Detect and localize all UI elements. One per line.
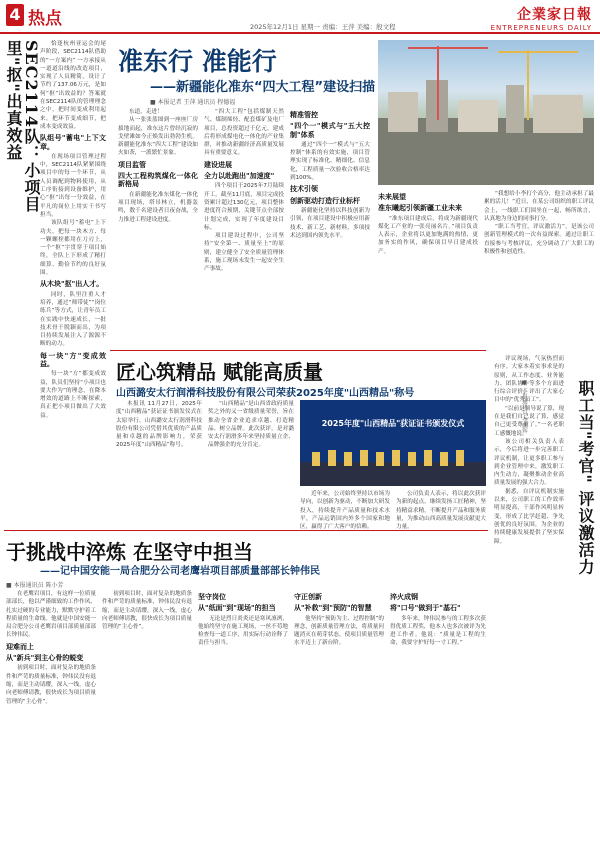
masthead bbox=[0, 0, 600, 34]
story4-col-1 bbox=[6, 590, 96, 855]
story3-col-1 bbox=[116, 400, 202, 520]
story4-subhead: 将"口号"做到于"基石" bbox=[390, 604, 461, 613]
story2-paragraph: 项目建设过程中，公司坚持“安全第一、质量至上”的原则，建立健全了安全质量管理体系，施工现场未发生一起安全生产事故。 bbox=[204, 233, 284, 273]
story3-paragraph: 近年来，公司始终坚持以市场为导向，以创新为驱动，不断加大研发投入，持续提升产品质量和技术水平，产品远销国内外多个国家和地区，赢得了广大客户的信赖。 bbox=[300, 491, 390, 531]
story2-byline: ■ 本报记者 王萍 通讯员 程德福 bbox=[150, 99, 236, 106]
story5-paragraph: “职工当考官，评议激活力”，是该公司创新管理模式的一次有益探索。通过让职工直接参与考核评议，充分调动了广大职工的积极性和创造性。 bbox=[484, 224, 594, 256]
story4-col-2 bbox=[102, 590, 192, 855]
award-ceremony-photo bbox=[300, 400, 486, 486]
story2-paragraph: 从一张张蓝图到一座座厂房拔地而起，准东这片曾经沉寂的戈壁滩如今正焕发出勃勃生机。新疆能化准东“四大工程”建设如火如荼，一派繁忙景象。 bbox=[118, 117, 198, 157]
story2-paragraph: 东道，走进！ bbox=[129, 109, 163, 115]
construction-site-photo bbox=[378, 40, 594, 185]
story4-headline: 于挑战中淬炼 在坚守中担当 bbox=[6, 540, 253, 564]
story4-col-3 bbox=[198, 590, 288, 855]
story1-subhead: 每一块"方"变成效益。 bbox=[40, 351, 106, 368]
page-number: 4 bbox=[6, 4, 24, 26]
photo-banner-text: 2025年度"山西精品"获证证书颁发仪式 bbox=[321, 419, 465, 428]
story4-paragraph: 无论是烈日炎炎还是寒风凛冽，他始终坚守在施工现场，一丝不苟地检查每一道工序，用实际行动诠释了责任与担当。 bbox=[198, 615, 288, 647]
story4-subhead: 从"新兵"到主心骨的蜕变 bbox=[6, 654, 84, 663]
story2-col-1 bbox=[118, 108, 198, 348]
story1-paragraph: 同时，队里注重人才培养，通过“师带徒”“岗位练兵”等方式，让青年员工在实践中快速成长，一批技术骨干脱颖而出，为项目持续发展注入了源源不断的动力。 bbox=[40, 291, 106, 348]
story5-body-2 bbox=[494, 355, 564, 855]
story2-col-3 bbox=[290, 108, 370, 348]
story3-paragraph: 本报讯 11月27日，2025年度“山西精品”获证证书颁发仪式在太原举行。山西潞安太行润滑科技股份有限公司凭借其优质的产品质量和卓越的品牌影响力，荣获2025年度“山西精品”称号。 bbox=[116, 401, 202, 449]
story2-paragraph: 通过“四个一”模式与“五大控制”体系的有效实施，项目管理实现了标准化、精细化、信息化，工程质量一次验收合格率达到100%。 bbox=[290, 141, 370, 182]
story3-top-rule bbox=[110, 350, 486, 351]
story5-paragraph: 该公司相关负责人表示，今后将进一步完善职工评议机制，让更多职工参与到企业管理中来，激发职工内生动力，凝聚推动企业高质量发展的强大合力。 bbox=[494, 438, 564, 487]
story4-subhead: 从"补救"到"预防"的智慧 bbox=[294, 604, 372, 613]
story4-top-rule bbox=[4, 530, 488, 531]
story4-subtitle: ——记中国安能一局合肥分公司老鹰岩项目部质量部部长钟伟民 bbox=[40, 566, 320, 577]
story5-paragraph: 评议现场，气氛热烈而有序。大家本着实事求是的原则，从工作态度、业务能力、团队协作等多个方面进行综合评价，评出了大家心目中的“优秀员工”。 bbox=[494, 356, 564, 404]
story2-subhead: 全力以赴跑出"加速度" bbox=[204, 172, 275, 181]
story3-paragraph: “山西精品”是山西省政府质量奖之外的又一省级质量荣誉，旨在推动全省企业追求卓越、打造精品、树立品牌。此次获评，是对潞安太行润滑多年来坚持质量立企、品牌强企的充分肯定。 bbox=[208, 401, 294, 449]
story4-subhead: 迎难而上 bbox=[6, 642, 34, 651]
story1-subhead: 从木块"抠"出人才。 bbox=[40, 280, 104, 289]
logo-text: 企業家日報 bbox=[517, 7, 592, 23]
story4-subhead: 守正创新 bbox=[294, 593, 322, 601]
story2-subhead: 建设进展 bbox=[204, 160, 232, 169]
story2-subhead: "四个一"模式与"五大控制"体系 bbox=[290, 122, 370, 139]
logo-english: ENTREPRENEURS DAILY bbox=[490, 24, 592, 32]
story2-col-2 bbox=[204, 108, 284, 348]
story3-headline: 匠心筑精品 赋能高质量 bbox=[116, 360, 323, 384]
story1-paragraph: 该队组号“蓄电”上下功夫，把每一块木方、每一颗螺栓都用在刀刃上，一个“抠”字贯穿于项目始终，全队上下形成了精打细算、勤俭节约的良好氛围。 bbox=[40, 220, 106, 277]
story2-paragraph: “四大工程”包括煤制天然气、煤制烯烃、配套煤矿及电厂项目，总投资超过千亿元，建成后将形成煤电化一体化的产业集群，对推动新疆经济高质量发展具有重要意义。 bbox=[204, 109, 284, 157]
story2-paragraph: 四个项目于2025年7月陆续开工。截至11月底，项目完成投资累计超过130亿元，项目整体进度符合预期，关键节点全部按计划完成，实现了年度建设目标。 bbox=[204, 183, 284, 231]
story2-subhead: 技术引领 bbox=[290, 185, 318, 194]
story4-paragraph: 他坚持“预防为主、过程控制”的理念，创新质量管理方法，将质量问题消灭在萌芽状态，使项目质量管理水平迈上了新台阶。 bbox=[294, 615, 384, 647]
story1-paragraph: 恰逢杭州亚运会的尾声阶段，SEC2114队借助的“一方案内” 一方承接从一道道沿线的改造项目，实现了人员精简，设计了节约了137.06万元，是如何“抠”出效益的？答案就在SEC2114队的管理理念之中，把时间变成利用起来，把环节变成细节，把成本变成效益。 bbox=[40, 41, 106, 130]
story1-paragraph: 在现场项目管理过程中，SEC2114队紧紧围绕项目中的每一个环节，从人员调配到物料使用，从工序衔接到设备维护，用心“抠”出每一分效益，在平凡的岗位上用实干书写担当。 bbox=[40, 153, 106, 218]
story3-subtitle: 山西潞安太行润滑科技股份有限公司荣获2025年度"山西精品"称号 bbox=[116, 388, 415, 399]
story4-subhead: 坚守岗位 bbox=[198, 593, 226, 601]
story2-headline: 准东行 准能行 bbox=[118, 47, 277, 76]
story4-paragraph: 在老鹰岩项目，有这样一位质量部部长，他以严谨细致的工作作风、扎实过硬的专业能力，默默守护着工程质量的生命线。他就是中国安能一局合肥分公司老鹰岩项目部质量部部长钟伟民。 bbox=[6, 591, 96, 639]
story5-paragraph: “我想给小李打个高分，他主动承担了最累的活儿！”近日，在某公司组织的职工评议会上，一线职工们围坐在一起，畅所欲言，认真地为身边的同事打分。 bbox=[484, 191, 594, 222]
story4-byline: ■ 本报通讯员 陈小芳 bbox=[6, 582, 64, 589]
story2-paragraph: “准东项目建成后，将成为新疆现代煤化工产业的一张亮丽名片。”项目负责人表示，企业将以更加饱满的热情、更加务实的作风，确保项目早日建成投产。 bbox=[378, 215, 478, 255]
section-title: 热点 bbox=[28, 9, 62, 29]
story3-paragraph: 公司负责人表示，将以此次获评为新的起点，继续发扬工匠精神，坚持精益求精，不断提升产品和服务质量，为推动山西高质量发展贡献更大力量。 bbox=[396, 491, 486, 531]
story1-paragraph: 每一块“方”都变成效益，队员们坚持“小项目也要大作为”的理念，在降本增效的道路上不断探索，真正把小项目做出了大效益。 bbox=[40, 371, 106, 419]
date-line: 2025年12月1日 星期一 责编：王萍 美编：殷文程 bbox=[250, 23, 396, 31]
story3-col-4 bbox=[396, 490, 486, 531]
story4-paragraph: 初到项目时，面对复杂的地质条件和严苛的质量标准，钟伟民没有退缩，而是主动请缨，深入一线，虚心向老师傅请教，很快成长为项目质量管理的“主心骨”。 bbox=[102, 591, 192, 631]
story2-subhead: 四大工程构筑煤化一体化新格局 bbox=[118, 172, 198, 189]
story2-col-4 bbox=[378, 190, 478, 348]
story4-paragraph: 多年来，钟伟民参与的工程多次获得优质工程奖，他本人也多次被评为先进工作者。他说：“质量是工程的生命，我要守护好每一寸工程。” bbox=[390, 615, 486, 647]
story5-headline: 职工当"考官" 评议激活力 bbox=[576, 380, 595, 576]
story2-subtitle: ——新疆能化准东“四大工程”建设扫描 bbox=[150, 80, 376, 95]
story5-paragraph: 据悉，自评议机制实施以来，公司职工的工作效率明显提高，干部作风明显转变，形成了比学赶超、争先创优的良好氛围，为企业的持续健康发展提供了坚实保障。 bbox=[494, 488, 564, 545]
story4-col-5 bbox=[390, 590, 486, 855]
story4-subhead: 从"纸面"到"现场"的担当 bbox=[198, 604, 276, 613]
masthead-rule bbox=[0, 32, 600, 34]
story5-paragraph: “以前是领导说了算，现在是我们自己说了算，感觉自己更受尊重了。”一名老职工感慨地说。 bbox=[494, 405, 564, 437]
construction-scene-illustration bbox=[378, 40, 594, 185]
newspaper-logo bbox=[491, 4, 592, 32]
story2-subhead: 未来展望 bbox=[378, 193, 406, 201]
story3-col-3 bbox=[300, 490, 390, 531]
story3-col-2 bbox=[208, 400, 294, 520]
story4-col-4 bbox=[294, 590, 384, 855]
story2-subhead: 项目监管 bbox=[118, 160, 146, 169]
story2-subhead: 精准管控 bbox=[290, 111, 318, 119]
story4-paragraph: 初到项目时，面对复杂的地质条件和严苛的质量标准，钟伟民没有退缩，而是主动请缨，深入一线，虚心向老师傅请教，很快成长为项目质量管理的“主心骨”。 bbox=[6, 665, 96, 705]
story5-body-1 bbox=[484, 190, 594, 348]
story2-paragraph: 新疆能化坚持以科技创新为引领，在项目建设中积极应用新技术、新工艺、新材料，多项技术达到国内领先水平。 bbox=[290, 207, 370, 239]
ceremony-stage-illustration bbox=[300, 400, 486, 486]
story1-subhead: 队组号"蓄电"上下文章。 bbox=[40, 134, 106, 151]
story2-subhead: 准东曦起引领新疆工业未来 bbox=[378, 204, 462, 213]
story1-headline: SEC2114队：小项目里"抠"出真效益 bbox=[4, 40, 41, 214]
story2-paragraph: 在新疆能化准东煤化一体化项目现场，塔吊林立，机器轰鸣，数千名建设者日夜奋战，全力推进工程建设进度。 bbox=[118, 191, 198, 223]
story5-byline: ■ 本报通讯员 李鹏辉 bbox=[521, 380, 527, 434]
story2-subhead: 创新驱动打造行业标杆 bbox=[290, 196, 360, 205]
story4-subhead: 淬火成钢 bbox=[390, 593, 418, 601]
